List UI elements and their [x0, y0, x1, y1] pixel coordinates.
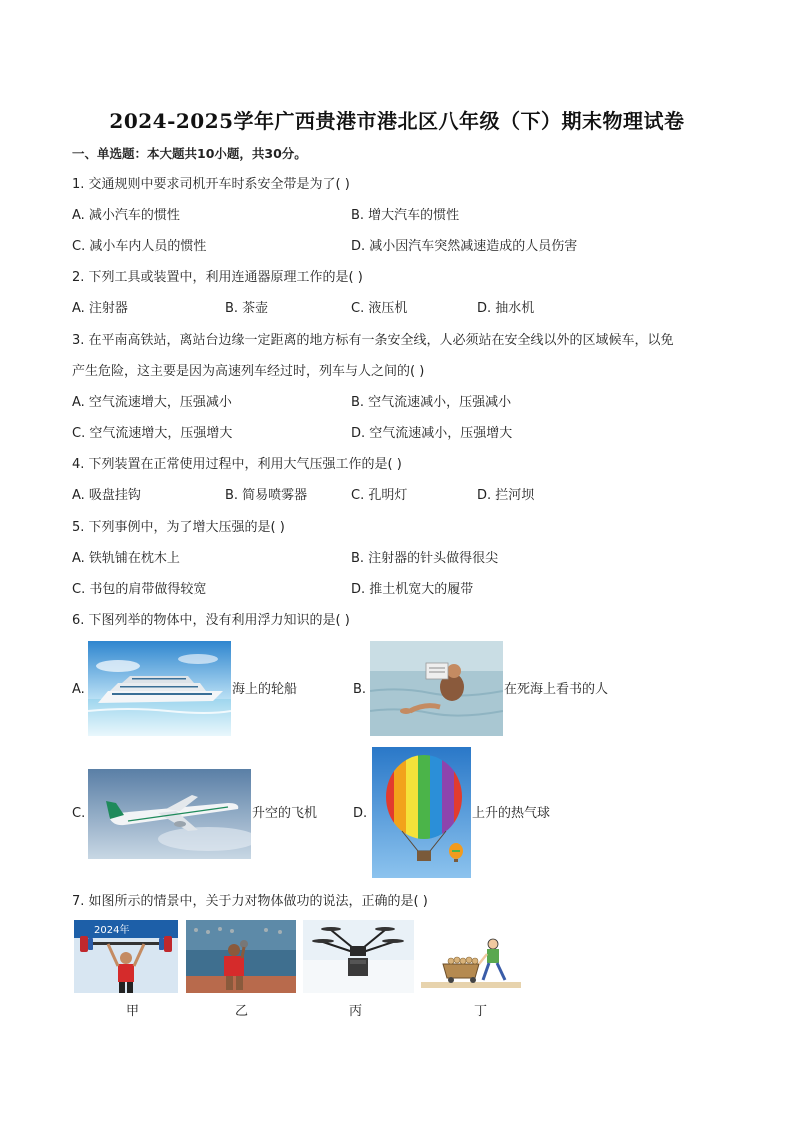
question-1-option-b: B. 增大汽车的惯性	[351, 208, 460, 223]
question-4-option-a: A. 吸盘挂钩	[72, 488, 141, 503]
question-3-stem-line1: 3. 在平南高铁站，离站台边缘一定距离的地方标有一条安全线，人必须站在安全线以外的区域候车，以免	[72, 333, 674, 348]
question-4-stem: 4. 下列装置在正常使用过程中，利用大气压强工作的是( )	[72, 457, 402, 472]
question-7-label-yi: 乙	[235, 1004, 249, 1019]
question-5-option-d: D. 推土机宽大的履带	[351, 582, 474, 597]
question-5-option-a: A. 铁轨铺在枕木上	[72, 551, 180, 566]
question-4-option-d: D. 拦河坝	[477, 488, 535, 503]
question-3-stem-line2: 产生危险，这主要是因为高速列车经过时，列车与人之间的( )	[72, 364, 425, 379]
question-6-option-d-text: 上升的热气球	[472, 806, 551, 821]
weightlifter-image	[74, 920, 178, 993]
question-2-option-b: B. 茶壶	[225, 301, 269, 316]
section-heading: 一、单选题：本大题共10小题，共30分。	[72, 146, 307, 161]
question-6-option-a-letter: A.	[72, 682, 85, 697]
question-7-label-ding: 丁	[474, 1004, 488, 1019]
shot-putter-image	[186, 920, 296, 993]
dead-sea-reader-image	[370, 641, 503, 736]
question-6-option-b-letter: B.	[353, 682, 367, 697]
question-4-option-c: C. 孔明灯	[351, 488, 408, 503]
question-5-stem: 5. 下列事例中，为了增大压强的是( )	[72, 520, 285, 535]
question-3-option-d: D. 空气流速减小，压强增大	[351, 426, 513, 441]
drone-image	[303, 920, 414, 993]
question-2-option-c: C. 液压机	[351, 301, 408, 316]
question-4-option-b: B. 简易喷雾器	[225, 488, 308, 503]
question-5-option-b: B. 注射器的针头做得很尖	[351, 551, 499, 566]
question-6-option-c-letter: C.	[72, 806, 86, 821]
airplane-image	[88, 769, 251, 859]
question-1-option-a: A. 减小汽车的惯性	[72, 208, 180, 223]
question-5-option-c: C. 书包的肩带做得较宽	[72, 582, 207, 597]
question-6-option-a-text: 海上的轮船	[232, 682, 298, 697]
question-2-option-d: D. 抽水机	[477, 301, 535, 316]
page-title: 2024-2025学年广西贵港市港北区八年级（下）期末物理试卷	[109, 109, 685, 133]
banner-text: 2024年	[94, 925, 130, 936]
question-6-option-c-text: 升空的飞机	[252, 806, 318, 821]
question-3-option-a: A. 空气流速增大，压强减小	[72, 395, 232, 410]
question-1-stem: 1. 交通规则中要求司机开车时系安全带是为了( )	[72, 177, 350, 192]
question-6-stem: 6. 下图列举的物体中，没有利用浮力知识的是( )	[72, 613, 350, 628]
question-7-label-bing: 丙	[349, 1004, 363, 1019]
cruise-ship-image	[88, 641, 231, 736]
question-6-option-b-text: 在死海上看书的人	[504, 682, 609, 697]
question-2-stem: 2. 下列工具或装置中，利用连通器原理工作的是( )	[72, 270, 363, 285]
hot-air-balloon-image	[372, 747, 471, 878]
question-3-option-c: C. 空气流速增大，压强增大	[72, 426, 233, 441]
question-7-stem: 7. 如图所示的情景中，关于力对物体做功的说法，正确的是( )	[72, 894, 428, 909]
pushing-cart-image	[421, 930, 521, 990]
question-1-option-d: D. 减小因汽车突然减速造成的人员伤害	[351, 239, 578, 254]
question-7-label-jia: 甲	[126, 1004, 140, 1019]
question-3-option-b: B. 空气流速减小，压强减小	[351, 395, 512, 410]
question-1-option-c: C. 减小车内人员的惯性	[72, 239, 207, 254]
question-6-option-d-letter: D.	[353, 806, 368, 821]
question-2-option-a: A. 注射器	[72, 301, 128, 316]
